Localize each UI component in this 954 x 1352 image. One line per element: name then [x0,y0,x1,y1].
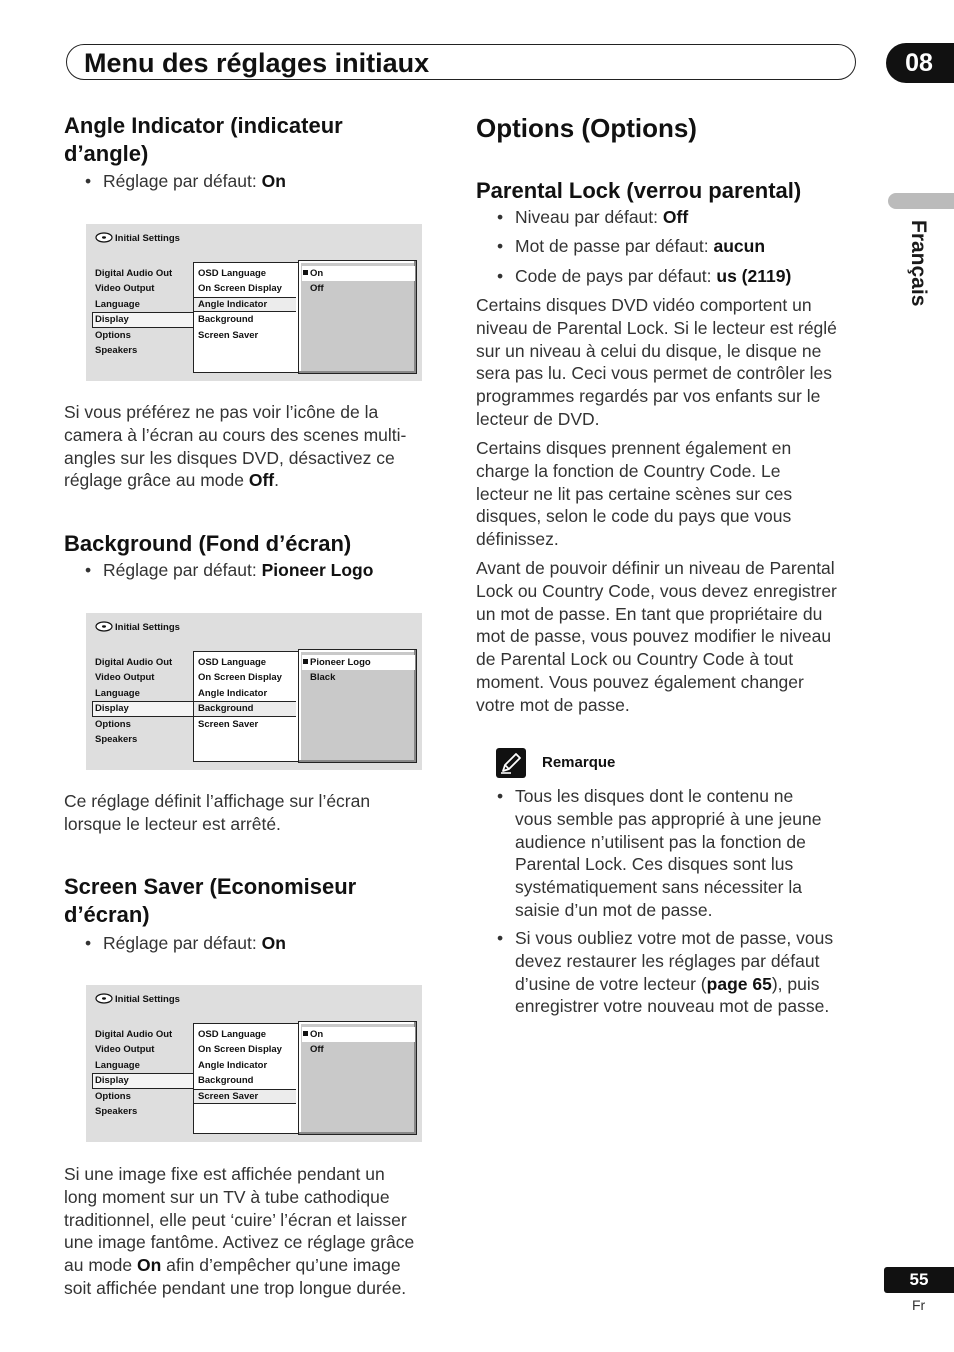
osd-main-item: Digital Audio Out [95,657,173,668]
osd-title: Initial Settings [115,233,180,244]
background-heading: Background (Fond d’écran) [64,531,352,556]
osd-screen-screensaver [86,985,422,1142]
osd-main-item-selected: Display [92,701,194,716]
osd-option: Off [310,1044,324,1056]
osd-main-item: Language [95,687,140,699]
osd-option: Off [310,283,324,295]
note-pencil-icon [496,748,526,778]
osd-screen-angle [86,224,422,381]
language-label: Français [907,220,930,307]
background-paragraph: Ce réglage définit l’affichage sur l’écran lorsque le lecteur est arrêté. [64,791,371,834]
osd-sub-item-selected: Screen Saver [194,1089,296,1104]
osd-sub-item: OSD Language [198,268,267,279]
osd-screen-background [86,613,422,770]
osd-sub-item: On Screen Display [198,283,282,295]
osd-sub-item: Angle Indicator [198,687,268,699]
osd-sub-item: OSD Language [198,657,267,668]
osd-sub-item: Screen Saver [198,718,259,730]
osd-option-selected: Pioneer Logo [302,655,415,670]
osd-sub-item-selected: Angle Indicator [194,297,296,312]
osd-sub-item: Angle Indicator [198,1059,268,1071]
osd-sub-item: Background [198,314,254,326]
osd-main-item: Speakers [95,733,138,745]
osd-option: Black [310,672,336,684]
osd-main-item: Options [95,718,131,730]
osd-sub-item: On Screen Display [198,672,282,684]
chapter-badge: 08 [886,43,954,83]
disc-icon [95,232,113,243]
parental-default-country: • Code de pays par défaut: us (2119) [515,265,791,287]
osd-main-item: Digital Audio Out [95,268,173,279]
osd-main-item: Video Output [95,672,155,684]
disc-icon [95,621,113,632]
screensaver-heading: Screen Saver (Economiseur d’écran) [64,874,357,927]
osd-main-item: Video Output [95,1044,155,1056]
osd-main-item: Speakers [95,1105,138,1117]
page-title: Menu des réglages initiaux [84,48,430,78]
osd-main-item: Language [95,298,140,310]
osd-sub-item: On Screen Display [198,1044,282,1056]
osd-sub-item: Screen Saver [198,329,259,341]
note-item-1: • Tous les disques dont le contenu ne vous semble pas approprié à une jeune audience n’utilisent pas la fonction de Parental Lock. Ces disques sont lus systématiquement sans nécessiter la saisie d’un mot de passe. [515,785,821,922]
parental-default-level: • Niveau par défaut: Off [515,206,688,228]
osd-sub-item: OSD Language [198,1029,267,1040]
page-language-code: Fr [912,1297,926,1313]
angle-paragraph: Si vous préférez ne pas voir l’icône de la camera à l’écran au cours des scenes multi- angles sur les disques DVD, désactivez ce réglage grâce au mode Off. [64,402,407,491]
background-default: • Réglage par défaut: Pioneer Logo [103,559,373,581]
screensaver-paragraph: Si une image fixe est affichée pendant un long moment sur un TV à tube cathodique traditionnel, elle peut ‘cuire’ l’écran et laisser une image fantôme. Activez ce réglage grâce au mode On afin d’empêcher qu’une image soit affichée pendant une trop longue durée. [64,1164,415,1298]
osd-main-item: Options [95,1090,131,1102]
disc-icon [95,993,113,1004]
osd-option-selected: On [302,1027,415,1042]
options-paragraph-2: Certains disques prennent également en charge la fonction de Country Code. Le lecteur ne lit pas certaine scènes sur ces disques, selon le code du pays que vous définissez. [476,438,793,550]
options-paragraph-1: Certains disques DVD vidéo comportent un niveau de Parental Lock. Si le lecteur est réglé sur un niveau à celui du disque, le disque ne sera pas lu. Ceci vous permet de contrôler les programmes regardés par vos enfants sur le lecteur de DVD. [476,295,837,429]
parental-default-password: • Mot de passe par défaut: aucun [515,235,765,257]
osd-main-item: Language [95,1059,140,1071]
osd-sub-item: Background [198,1075,254,1087]
osd-main-item: Digital Audio Out [95,1029,173,1040]
osd-main-item: Video Output [95,283,155,295]
osd-main-item: Speakers [95,344,138,356]
screensaver-default: • Réglage par défaut: On [103,932,286,954]
osd-main-item: Options [95,329,131,341]
note-label: Remarque [542,754,616,771]
osd-main-item-selected: Display [92,1073,194,1088]
note-item-2: • Si vous oubliez votre mot de passe, vous devez restaurer les réglages par défaut d’usine de votre lecteur (page 65), puis enregistrer votre nouveau mot de passe. [515,927,833,1018]
angle-default: • Réglage par défaut: On [103,170,286,192]
osd-title: Initial Settings [115,622,180,633]
page-number: 55 [884,1267,954,1293]
options-heading: Options (Options) [476,113,697,143]
parental-heading: Parental Lock (verrou parental) [476,178,802,203]
osd-sub-item-selected: Background [194,701,296,716]
osd-title: Initial Settings [115,994,180,1005]
language-tab [888,193,954,209]
osd-option-selected: On [302,266,415,281]
osd-main-item-selected: Display [92,312,194,327]
angle-heading: Angle Indicator (indicateur d’angle) [64,113,343,166]
options-paragraph-3: Avant de pouvoir définir un niveau de Parental Lock ou Country Code, vous devez enregistrer un mot de passe. En tant que propriétaire du mot de passe, vous pouvez modifier le niveau de Parental Lock ou Country Code à tout moment. Vous pouvez également changer votre mot de passe. [476,558,837,715]
